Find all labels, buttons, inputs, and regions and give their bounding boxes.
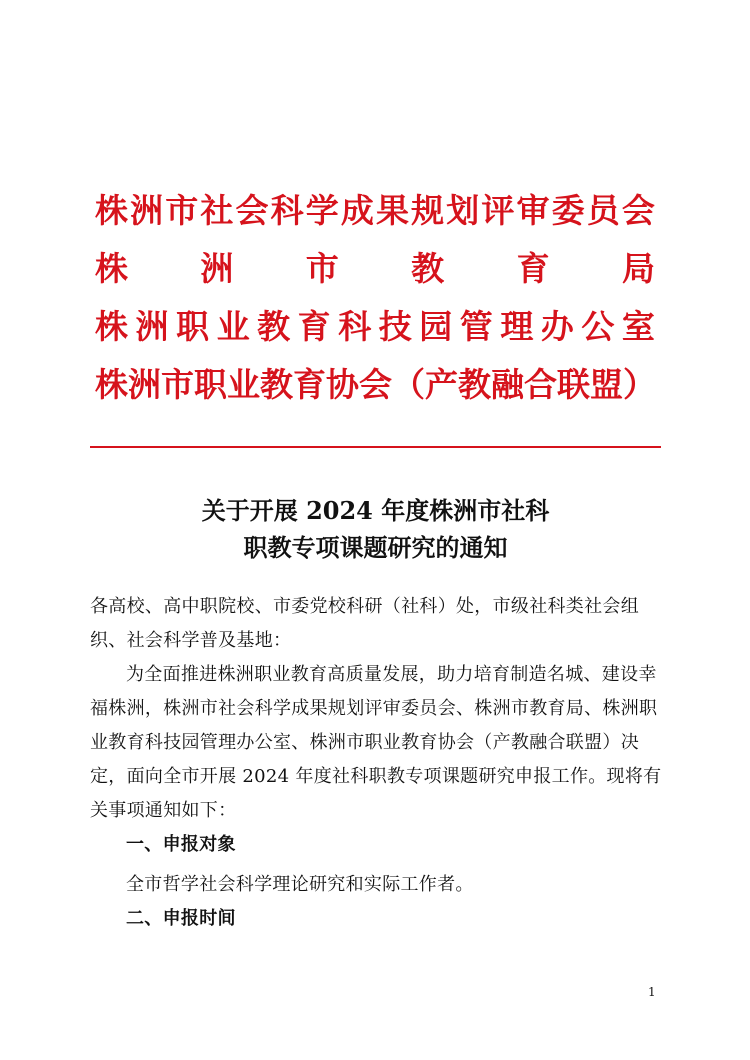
issuer-char: 园	[419, 306, 453, 346]
issuer-char: （	[392, 364, 425, 404]
issuer-line-4	[95, 362, 655, 402]
issuer-char: 科	[270, 190, 304, 230]
issuer-char: 洲	[135, 306, 169, 346]
issuer-char: 市	[165, 190, 199, 230]
issuer-char: 评	[481, 190, 515, 230]
section-1-heading: 一、申报对象	[126, 834, 236, 855]
issuer-char: 职	[194, 364, 227, 404]
section-1-text: 全市哲学社会科学理论研究和实际工作者。	[126, 874, 474, 895]
issuer-char: 业	[216, 306, 250, 346]
issuer-char: 株	[95, 364, 128, 404]
intro-paragraph: 为全面推进株洲职业教育高质量发展，助力培育制造名城、建设幸福株洲，株洲市社会科学成果规划评审委员会、株洲市教育局、株洲职业教育科技园管理办公室、株洲市职业教育协会（产教融合联盟）决定，面向全市开展 2024 年度社科职教专项课题研究申报工作。现将有关事项通知如下：	[90, 664, 662, 821]
issuer-char: 产	[425, 364, 458, 404]
issuer-line-2	[95, 246, 655, 286]
issuer-char: 员	[586, 190, 620, 230]
issuer-line-1	[95, 188, 655, 228]
issuer-line-3	[95, 304, 655, 344]
issuer-char: 局	[621, 248, 655, 288]
issuer-char: 育	[293, 364, 326, 404]
issuer-char: 育	[516, 248, 550, 288]
issuer-char: 洲	[130, 190, 164, 230]
issuer-char: 会	[235, 190, 269, 230]
issuer-char: 室	[621, 306, 655, 346]
issuer-char: 审	[516, 190, 550, 230]
issuer-char: 协	[326, 364, 359, 404]
issuer-char: 学	[305, 190, 339, 230]
issuer-char: 教	[458, 364, 491, 404]
document-title	[90, 492, 661, 566]
issuer-char: 育	[297, 306, 331, 346]
issuer-char: 盟	[590, 364, 623, 404]
title-line-1: 关于开展 2024 年度株洲市社科	[201, 496, 550, 525]
title-line-2: 职教专项课题研究的通知	[243, 533, 508, 562]
issuer-char: 会	[621, 190, 655, 230]
issuer-char: ）	[623, 364, 656, 404]
issuer-char: 办	[540, 306, 574, 346]
page-number: 1	[648, 985, 656, 999]
issuer-char: 规	[411, 190, 445, 230]
issuer-char: 业	[227, 364, 260, 404]
salutation: 各高校、高中职院校、市委党校科研（社科）处，市级社科类社会组织、社会科学普及基地：	[90, 596, 639, 651]
issuer-char: 合	[524, 364, 557, 404]
issuer-char: 教	[260, 364, 293, 404]
header-divider	[90, 446, 661, 448]
issuer-char: 划	[446, 190, 480, 230]
issuer-char: 教	[411, 248, 445, 288]
issuer-char: 理	[500, 306, 534, 346]
issuer-char: 株	[95, 306, 128, 346]
issuer-char: 联	[557, 364, 590, 404]
issuer-char: 洲	[200, 248, 234, 288]
issuer-char: 管	[459, 306, 493, 346]
document-body	[90, 590, 662, 936]
issuer-char: 市	[305, 248, 339, 288]
issuer-char: 融	[491, 364, 524, 404]
issuer-char: 职	[176, 306, 210, 346]
issuer-char: 市	[161, 364, 194, 404]
issuer-char: 成	[340, 190, 374, 230]
issuer-char: 技	[378, 306, 412, 346]
issuer-block	[95, 188, 655, 420]
issuer-char: 委	[551, 190, 585, 230]
issuer-char: 株	[95, 248, 128, 288]
issuer-char: 公	[581, 306, 615, 346]
issuer-char: 教	[257, 306, 291, 346]
section-2-heading: 二、申报时间	[126, 908, 236, 929]
issuer-char: 洲	[128, 364, 161, 404]
issuer-char: 株	[95, 190, 128, 230]
issuer-char: 果	[376, 190, 409, 230]
issuer-char: 会	[359, 364, 392, 404]
issuer-char: 科	[338, 306, 372, 346]
issuer-char: 社	[200, 190, 234, 230]
